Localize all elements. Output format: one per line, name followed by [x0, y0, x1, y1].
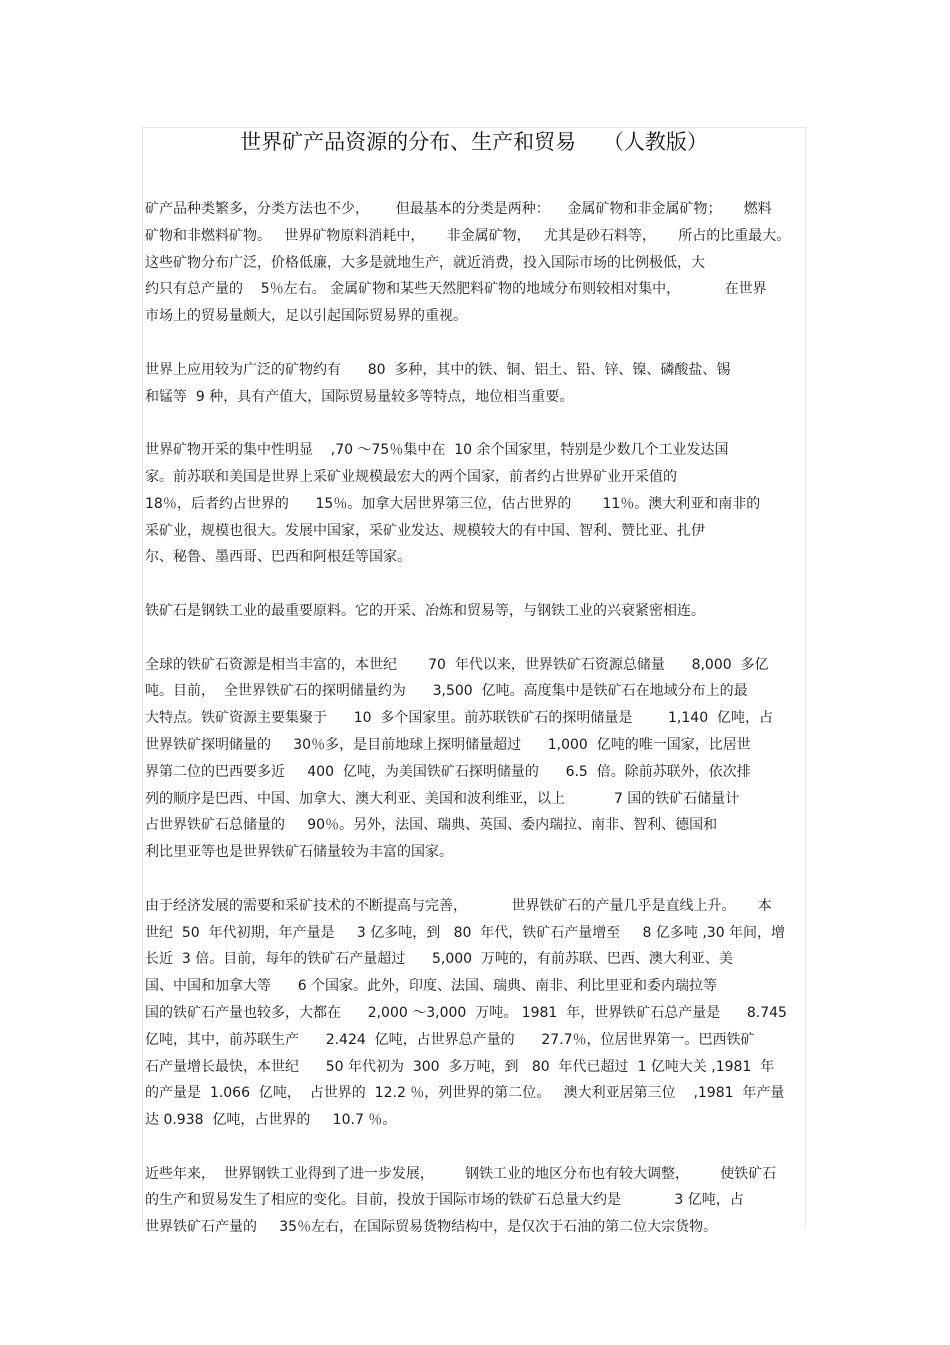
text-line: 吨。目前， 全世界铁矿石的探明储量约为 3,500 亿吨。高度集中是铁矿石在地域分布上的最 [145, 683, 748, 700]
text-line: 长近 3 倍。目前，每年的铁矿石产量超过 5,000 万吨的，有前苏联、巴西、澳大利亚、美 [145, 951, 733, 968]
text-line: 国的铁矿石产量也较多，大都在 2,000 ～3,000 万吨。 1981 年，世界铁矿石总产量是 8.745 [145, 1004, 787, 1021]
document-title: 世界矿产品资源的分布、生产和贸易 （人教版） [240, 130, 708, 154]
text-line: 大特点。铁矿资源主要集聚于 10 多个国家里。前苏联铁矿石的探明储量是 1,140 亿吨，占 [145, 710, 773, 727]
text-line: 世界铁矿石产量的 35％左右，在国际贸易货物结构中，是仅次于石油的第二位大宗货物。 [145, 1219, 718, 1236]
paragraph-mining-concentration [145, 437, 807, 571]
text-line: 列的顺序是巴西、中国、加拿大、澳大利亚、美国和波利维亚，以上 7 国的铁矿石储量计 [145, 790, 740, 807]
text-line: 尔、秘鲁、墨西哥、巴西和阿根廷等国家。 [145, 549, 411, 566]
text-line: 铁矿石是钢铁工业的最重要原料。它的开采、冶炼和贸易等，与钢铁工业的兴衰紧密相连。 [145, 602, 705, 619]
text-line: 亿吨，其中，前苏联生产 2.424 亿吨，占世界总产量的 27.7％，位居世界第一。巴西铁矿 [145, 1031, 755, 1048]
text-line: 由于经济发展的需要和采矿技术的不断提高与完善， 世界铁矿石的产量几乎是直线上升。 本 [145, 897, 772, 914]
text-line: 矿产品种类繁多，分类方法也不少， 但最基本的分类是两种： 金属矿物和非金属矿物； 燃料 [145, 201, 772, 217]
paragraph-mineral-classification [145, 196, 807, 330]
text-line: 这些矿物分布广泛，价格低廉，大多是就地生产，就近消费，投入国际市场的比例极低，大 [145, 254, 705, 271]
text-line: 矿物和非燃料矿物。 世界矿物原料消耗中， 非金属矿物， 尤其是砂石料等， 所占的比重最大。 [145, 227, 791, 244]
text-line: 近些年来， 世界钢铁工业得到了进一步发展， 钢铁工业的地区分布也有较大调整， 使铁矿石 [145, 1165, 777, 1182]
text-line: 世纪 50 年代初期，年产量是 3 亿多吨，到 80 年代，铁矿石产量增至 8 亿多吨 ,30 年间，增 [145, 924, 786, 941]
text-line: 界第二位的巴西要多近 400 亿吨，为美国铁矿石探明储量的 6.5 倍。除前苏联外，依次排 [145, 763, 751, 780]
text-line: 达 0.938 亿吨，占世界的 10.7 ％。 [145, 1112, 397, 1129]
text-line: 采矿业，规模也很大。发展中国家，采矿业发达、规模较大的有中国、智利、赞比亚、扎伊 [145, 522, 705, 539]
paragraph-iron-ore-reserves [145, 652, 807, 866]
document-body [145, 196, 807, 1268]
text-line: 世界矿物开采的集中性明显 ,70 ～75％集中在 10 余个国家里，特别是少数几个工业发达国 [145, 442, 729, 459]
text-line: 和锰等 9 种，具有产值大，国际贸易量较多等特点，地位相当重要。 [145, 388, 574, 405]
paragraph-iron-ore-trade [145, 1161, 807, 1241]
text-line: 世界上应用较为广泛的矿物约有 80 多种，其中的铁、铜、铝土、铅、锌、镍、磷酸盐、锡 [145, 361, 731, 378]
text-line: 全球的铁矿石资源是相当丰富的，本世纪 70 年代以来，世界铁矿石资源总储量 8,000 多亿 [145, 656, 769, 673]
text-line: 18％，后者约占世界的 15％。加拿大居世界第三位，估占世界的 11％。澳大利亚和南非的 [145, 495, 761, 512]
paragraph-iron-ore-intro [145, 598, 807, 625]
text-line: 的产量是 1.066 亿吨， 占世界的 12.2 ％，列世界的第二位。 澳大利亚居第三位 ,1981 年产量 [145, 1085, 785, 1102]
text-line: 约只有总产量的 5％左右。 金属矿物和某些天然肥料矿物的地域分布则较相对集中， 在世界 [145, 281, 767, 298]
text-line: 市场上的贸易量颇大，足以引起国际贸易界的重视。 [145, 308, 467, 325]
text-line: 世界铁矿探明储量的 30％多，是目前地球上探明储量超过 1,000 亿吨的唯一国家，比居世 [145, 736, 751, 753]
paragraph-common-minerals [145, 357, 807, 411]
text-line: 占世界铁矿石总储量的 90％。另外，法国、瑞典、英国、委内瑞拉、南非、智利、德国和 [145, 817, 718, 834]
text-line: 家。前苏联和美国是世界上采矿业规模最宏大的两个国家，前者约占世界矿业开采值的 [145, 468, 677, 485]
text-line: 的生产和贸易发生了相应的变化。目前，投放于国际市场的铁矿石总量大约是 3 亿吨，占 [145, 1192, 744, 1209]
paragraph-iron-ore-production [145, 893, 807, 1134]
text-line: 石产量增长最快，本世纪 50 年代初为 300 多万吨，到 80 年代已超过 1 亿吨大关 ,1981 年 [145, 1058, 775, 1075]
text-line: 国、中国和加拿大等 6 个国家。此外，印度、法国、瑞典、南非、利比里亚和委内瑞拉等 [145, 978, 718, 995]
text-line: 利比里亚等也是世界铁矿石储量较为丰富的国家。 [145, 844, 453, 861]
